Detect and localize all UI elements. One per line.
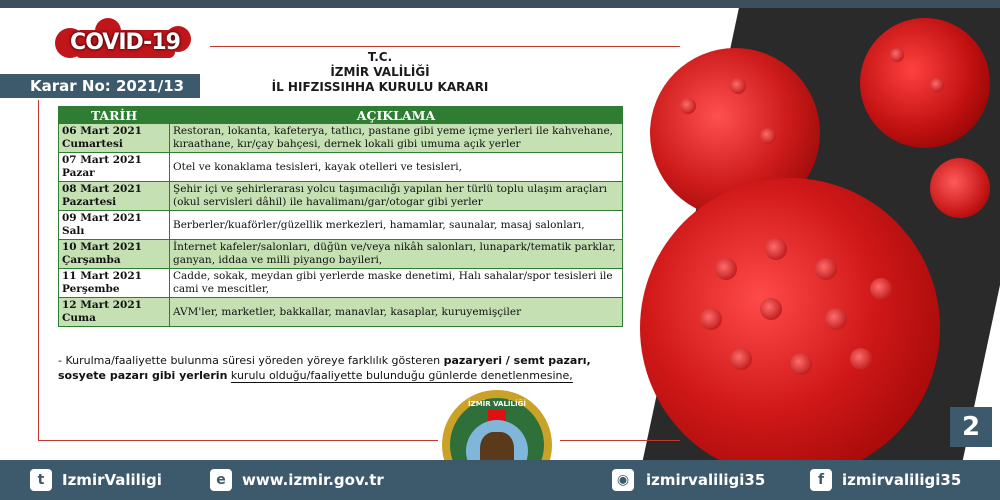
date-text: 08 Mart 2021: [62, 183, 142, 195]
date-text: 12 Mart 2021: [62, 299, 142, 311]
row-description: Restoran, lokanta, kafeterya, tatlıcı, pastane gibi yeme içme yerleri ile kahvehane, kıraathane, kır/çay bahçesi, dernek lokali gibi umuma açık yerler: [170, 124, 623, 153]
column-header-description: AÇIKLAMA: [170, 107, 623, 124]
row-description: Cadde, sokak, meydan gibi yerlerde maske denetimi, Halı sahalar/spor tesisleri ile cami ve mescitler,: [170, 269, 623, 298]
row-date: [59, 153, 170, 182]
table-row: [59, 124, 623, 153]
virus-spike: [730, 348, 752, 370]
day-text: Cuma: [62, 312, 96, 324]
virus-spike: [930, 78, 944, 92]
row-description: Berberler/kuaförler/güzellik merkezleri, hamamlar, saunalar, masaj salonları,: [170, 211, 623, 240]
footer-bar: [0, 460, 1000, 500]
heading-line: İL HIFZISSIHHA KURULU KARARI: [271, 80, 489, 94]
table-row: [59, 240, 623, 269]
table-header-row: [59, 107, 623, 124]
day-text: Salı: [62, 225, 85, 237]
virus-spike: [890, 48, 904, 62]
day-text: Perşembe: [62, 283, 120, 295]
top-bar: [0, 0, 1000, 8]
date-text: 09 Mart 2021: [62, 212, 142, 224]
virus-spike: [815, 258, 837, 280]
table-row: [59, 269, 623, 298]
footer-instagram[interactable]: [612, 460, 792, 500]
emblem-text: İZMİR VALİLİĞİ: [468, 400, 526, 408]
row-date: [59, 124, 170, 153]
virus-spike: [825, 308, 847, 330]
document-heading: [230, 50, 530, 95]
row-date: [59, 240, 170, 269]
virus-spike: [680, 98, 696, 114]
day-text: Cumartesi: [62, 138, 123, 150]
virus-spike: [730, 78, 746, 94]
row-date: [59, 182, 170, 211]
row-description: Şehir içi ve şehirlerarası yolcu taşımacılığı yapılan her türlü toplu ulaşım araçları (okul servisleri dâhil) ile havalimanı/gar/otogar gibi yerler: [170, 182, 623, 211]
table-row: [59, 298, 623, 327]
date-text: 10 Mart 2021: [62, 241, 142, 253]
virus-spike: [870, 278, 892, 300]
virus-small: [860, 18, 990, 148]
frame-line: [210, 46, 680, 47]
covid-logo-text: COVID-19: [70, 30, 180, 55]
footer-facebook[interactable]: [810, 460, 990, 500]
frame-line: [560, 440, 680, 441]
row-date: [59, 269, 170, 298]
date-text: 07 Mart 2021: [62, 154, 142, 166]
virus-tiny: [930, 158, 990, 218]
instagram-handle: izmirvaliligi35: [646, 471, 766, 489]
frame-line: [38, 440, 438, 441]
virus-spike: [760, 298, 782, 320]
virus-spike: [765, 238, 787, 260]
karar-number: Karar No: 2021/13: [0, 74, 200, 98]
virus-large: [640, 178, 940, 460]
note-text: - Kurulma/faaliyette bulunma süresi yöreden yöreye farklılık gösteren: [58, 354, 444, 367]
table-row: [59, 211, 623, 240]
row-date: [59, 211, 170, 240]
decision-table: [58, 106, 623, 327]
virus-spike: [715, 258, 737, 280]
heading-line: T.C.: [367, 50, 393, 64]
table-row: [59, 182, 623, 211]
web-icon: e: [210, 469, 232, 491]
row-date: [59, 298, 170, 327]
website-url: www.izmir.gov.tr: [242, 471, 384, 489]
twitter-handle: IzmirValiligi: [62, 471, 162, 489]
table-row: [59, 153, 623, 182]
facebook-handle: izmirvaliligi35: [842, 471, 962, 489]
footer-twitter[interactable]: [30, 460, 200, 500]
twitter-icon: t: [30, 469, 52, 491]
virus-illustration: [600, 8, 1000, 460]
date-text: 11 Mart 2021: [62, 270, 142, 282]
note-bold-text: pazaryeri / semt pazarı, sosyete pazarı gibi yerlerin: [58, 354, 591, 382]
date-text: 06 Mart 2021: [62, 125, 142, 137]
row-description: Otel ve konaklama tesisleri, kayak otelleri ve tesisleri,: [170, 153, 623, 182]
day-text: Pazartesi: [62, 196, 117, 208]
virus-spike: [700, 308, 722, 330]
frame-line: [38, 100, 39, 440]
virus-spike: [790, 353, 812, 375]
page-number: 2: [950, 407, 992, 447]
note-underlined-text: kurulu olduğu/faaliyette bulunduğu günlerde denetlenmesine,: [230, 369, 573, 382]
row-description: AVM'ler, marketler, bakkallar, manavlar, kasaplar, kuruyemişçiler: [170, 298, 623, 327]
note-paragraph: [58, 353, 638, 383]
virus-spike: [760, 128, 776, 144]
footer-website[interactable]: [210, 460, 400, 500]
covid-logo: [55, 22, 195, 66]
facebook-icon: f: [810, 469, 832, 491]
row-description: İnternet kafeler/salonları, düğün ve/veya nikâh salonları, lunapark/tematik parklar, ganyan, iddaa ve milli piyango bayileri,: [170, 240, 623, 269]
virus-spike: [850, 348, 872, 370]
day-text: Çarşamba: [62, 254, 121, 266]
column-header-date: TARİH: [59, 107, 170, 124]
instagram-icon: ◉: [612, 469, 634, 491]
heading-line: İZMİR VALİLİĞİ: [330, 65, 430, 79]
day-text: Pazar: [62, 167, 95, 179]
